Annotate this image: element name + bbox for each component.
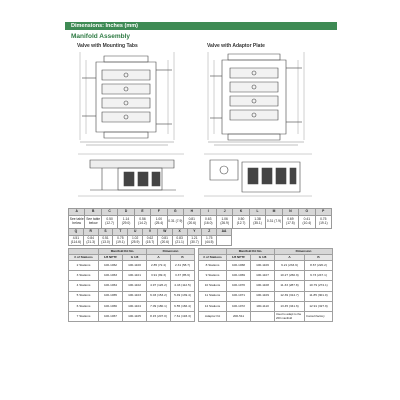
table-cell: 100-1102 bbox=[123, 281, 147, 291]
table-cell: 5 Stations bbox=[69, 291, 99, 301]
table-cell: 8 Stations bbox=[199, 261, 227, 271]
table-cell: 4 Stations bbox=[69, 281, 99, 291]
table-row bbox=[69, 291, 195, 301]
table-header: C bbox=[101, 209, 117, 216]
table-cell: Adaptor Kit bbox=[199, 311, 227, 321]
table-cell: 100-1064 bbox=[99, 281, 123, 291]
table-row bbox=[69, 216, 332, 229]
table-header: # of Stations bbox=[69, 255, 99, 261]
table-cell: 9.21 (233.9) bbox=[275, 261, 305, 271]
table-row bbox=[199, 311, 333, 321]
table-cell: 100-1063 bbox=[99, 271, 123, 281]
table-cell: 0.63 (16.0) bbox=[200, 216, 216, 229]
table-header: J bbox=[216, 209, 232, 216]
table-cell: 6.03 (153.2) bbox=[147, 291, 171, 301]
table-header: B bbox=[85, 209, 101, 216]
table-cell: 11 Stations bbox=[199, 291, 227, 301]
table-cell: 0.75 (19.1) bbox=[315, 216, 331, 229]
table-cell: 10.79 (274.1) bbox=[305, 281, 333, 291]
table-row bbox=[199, 271, 333, 281]
table-cell: 6 Stations bbox=[69, 301, 99, 311]
table-cell: 100-1069 bbox=[227, 271, 251, 281]
table-cell: 12 Stations bbox=[199, 301, 227, 311]
table-cell: 100-1105 bbox=[123, 311, 147, 321]
table-cell: 0.75 (19.1) bbox=[113, 236, 128, 246]
table-cell: 100-1071 bbox=[227, 291, 251, 301]
table-header: G 1/8 bbox=[251, 255, 275, 261]
table-cell: 11.33 (287.8) bbox=[275, 281, 305, 291]
table-cell: See table below bbox=[85, 216, 101, 229]
table-cell: 6.55 (166.4) bbox=[171, 301, 195, 311]
table-cell: 11.85 (301.0) bbox=[305, 291, 333, 301]
table-cell: 10 Stations bbox=[199, 281, 227, 291]
table-cell: 1.06 (26.9) bbox=[216, 216, 232, 229]
table-group-header: Manifold Kit No. bbox=[227, 249, 275, 255]
table-cell: 100-1110 bbox=[251, 301, 275, 311]
table-cell: 1.00 (25.4) bbox=[151, 216, 167, 229]
table-cell: 1.38 (35.1) bbox=[249, 216, 265, 229]
table-header: U bbox=[128, 229, 143, 236]
table-cell: 200-511 bbox=[227, 311, 251, 321]
table-header: 1/8 NPTF bbox=[99, 255, 123, 261]
table-cell: 100-1103 bbox=[123, 291, 147, 301]
table-cell: 100-1108 bbox=[251, 281, 275, 291]
table-header: A bbox=[275, 255, 305, 261]
table-cell: 0.31 (7.9) bbox=[167, 216, 183, 229]
table-cell: 0.50 (12.7) bbox=[233, 216, 249, 229]
table-cell: 100-1067 bbox=[99, 311, 123, 321]
table-header: E bbox=[134, 209, 150, 216]
table-header: V bbox=[143, 229, 158, 236]
table-cell: 10.27 (260.9) bbox=[275, 271, 305, 281]
table-header: AA bbox=[217, 229, 232, 236]
table-header: Y bbox=[187, 229, 202, 236]
table-cell: 12.39 (314.7) bbox=[275, 291, 305, 301]
table-row bbox=[199, 301, 333, 311]
table-row bbox=[69, 236, 232, 246]
table-header: O bbox=[299, 209, 315, 216]
table-header: X bbox=[172, 229, 187, 236]
table-cell: 100-1106 bbox=[251, 261, 275, 271]
table-cell: 3 Stations bbox=[69, 271, 99, 281]
table-header: B bbox=[305, 255, 333, 261]
table-cell: 9 Stations bbox=[199, 271, 227, 281]
table-cell: 0.84 (21.3) bbox=[83, 236, 98, 246]
table-header: T bbox=[113, 229, 128, 236]
table-cell: 100-1100 bbox=[123, 261, 147, 271]
table-header: S bbox=[98, 229, 113, 236]
table-row bbox=[69, 261, 195, 271]
right-view-title: Valve with Adaptor Plate bbox=[207, 43, 265, 49]
table-header: Z bbox=[202, 229, 217, 236]
table-cell: 8.67 (220.2) bbox=[305, 261, 333, 271]
right-top-view-drawing bbox=[200, 48, 312, 148]
table-cell: 4.43 (112.5) bbox=[171, 281, 195, 291]
table-cell: 12.91 (327.9) bbox=[305, 301, 333, 311]
table-cell: 2 Stations bbox=[69, 261, 99, 271]
table-header: # of Stations bbox=[199, 255, 227, 261]
table-cell: Consult factory bbox=[305, 311, 333, 321]
table-group-header: Dimension bbox=[147, 249, 195, 255]
table-group-header: Manifold Kit No. bbox=[99, 249, 147, 255]
dimension-table-a-p bbox=[68, 208, 332, 229]
table-header: N bbox=[282, 209, 298, 216]
table-cell: 7 Stations bbox=[69, 311, 99, 321]
table-cell: 3.37 (85.6) bbox=[171, 271, 195, 281]
table-header: Q bbox=[69, 229, 84, 236]
table-cell: 0.81 (20.6) bbox=[157, 236, 172, 246]
table-cell: 0.31 (7.9) bbox=[266, 216, 282, 229]
table-cell: 100-1109 bbox=[251, 291, 275, 301]
table-cell: 0.62 (15.7) bbox=[143, 236, 158, 246]
table-cell: 8.15 (207.0) bbox=[147, 311, 171, 321]
table-cell: 1.75 (44.5) bbox=[202, 236, 217, 246]
table-cell: 0.50 (12.7) bbox=[101, 216, 117, 229]
table-header: B bbox=[171, 255, 195, 261]
table-cell: 0.81 (20.6) bbox=[184, 216, 200, 229]
table-cell: 0.56 (14.2) bbox=[134, 216, 150, 229]
table-cell: 2.31 (58.7) bbox=[171, 261, 195, 271]
dimension-table-q-aa bbox=[68, 228, 232, 246]
table-cell: 100-1070 bbox=[227, 281, 251, 291]
table-row bbox=[69, 281, 195, 291]
table-row bbox=[199, 281, 333, 291]
table-header: R bbox=[83, 229, 98, 236]
table-cell: 0.69 (17.5) bbox=[282, 216, 298, 229]
table-cell: 4.97 (126.2) bbox=[147, 281, 171, 291]
table-cell: 100-1062 bbox=[99, 261, 123, 271]
manifold-kit-table-right bbox=[198, 248, 333, 322]
table-cell: 0.41 (10.4) bbox=[299, 216, 315, 229]
table-cell: 1.21 (30.7) bbox=[187, 236, 202, 246]
table-cell: 4.51 (114.6) bbox=[69, 236, 84, 246]
table-header: A bbox=[147, 255, 171, 261]
left-side-view-drawing bbox=[72, 150, 190, 202]
table-cell: 7.09 (180.1) bbox=[147, 301, 171, 311]
left-top-view-drawing bbox=[72, 48, 184, 148]
table-header: D bbox=[118, 209, 134, 216]
table-header: F bbox=[151, 209, 167, 216]
table-header: G bbox=[167, 209, 183, 216]
table-cell: 100-1068 bbox=[227, 261, 251, 271]
manifold-kit-table-left bbox=[68, 248, 195, 322]
table-cell: 100-1072 bbox=[227, 301, 251, 311]
table-header: K bbox=[233, 209, 249, 216]
table-header: W bbox=[157, 229, 172, 236]
table-cell: 9.73 (247.1) bbox=[305, 271, 333, 281]
table-cell: 100-1107 bbox=[251, 271, 275, 281]
table-cell: 1.02 (25.9) bbox=[128, 236, 143, 246]
table-cell: 2.85 (72.4) bbox=[147, 261, 171, 271]
table-row bbox=[69, 271, 195, 281]
table-cell: 1.14 (29.0) bbox=[118, 216, 134, 229]
section-title: Manifold Assembly bbox=[71, 33, 130, 40]
table-row bbox=[69, 301, 195, 311]
table-cell: Used to adapt to the 200 manifold bbox=[275, 311, 305, 321]
left-view-title: Valve with Mounting Tabs bbox=[77, 43, 138, 49]
table-header: H bbox=[184, 209, 200, 216]
table-cell: 100-1066 bbox=[99, 301, 123, 311]
table-row bbox=[69, 311, 195, 321]
table-cell: 3.91 (99.3) bbox=[147, 271, 171, 281]
table-cell: See table below bbox=[69, 216, 85, 229]
dimensions-header: Dimensions: Inches (mm) bbox=[65, 22, 337, 30]
table-header: M bbox=[266, 209, 282, 216]
table-cell: 7.61 (193.3) bbox=[171, 311, 195, 321]
table-cell: 100-1101 bbox=[123, 271, 147, 281]
table-cell bbox=[217, 236, 232, 246]
table-header: A bbox=[69, 209, 85, 216]
table-cell: 5.49 (139.4) bbox=[171, 291, 195, 301]
table-header: P bbox=[315, 209, 331, 216]
table-header: G 1/8 bbox=[123, 255, 147, 261]
table-row bbox=[199, 261, 333, 271]
table-cell: 100-1065 bbox=[99, 291, 123, 301]
right-side-view-drawing bbox=[198, 150, 318, 202]
table-cell: 100-1104 bbox=[123, 301, 147, 311]
table-header: L bbox=[249, 209, 265, 216]
table-cell: 0.83 (21.1) bbox=[172, 236, 187, 246]
table-cell bbox=[251, 311, 275, 321]
table-header: I bbox=[200, 209, 216, 216]
table-header: 1/8 NPTF bbox=[227, 255, 251, 261]
table-cell: 0.51 (13.0) bbox=[98, 236, 113, 246]
table-cell: 13.45 (341.6) bbox=[275, 301, 305, 311]
table-group-header: Dimension bbox=[275, 249, 333, 255]
table-row bbox=[199, 291, 333, 301]
